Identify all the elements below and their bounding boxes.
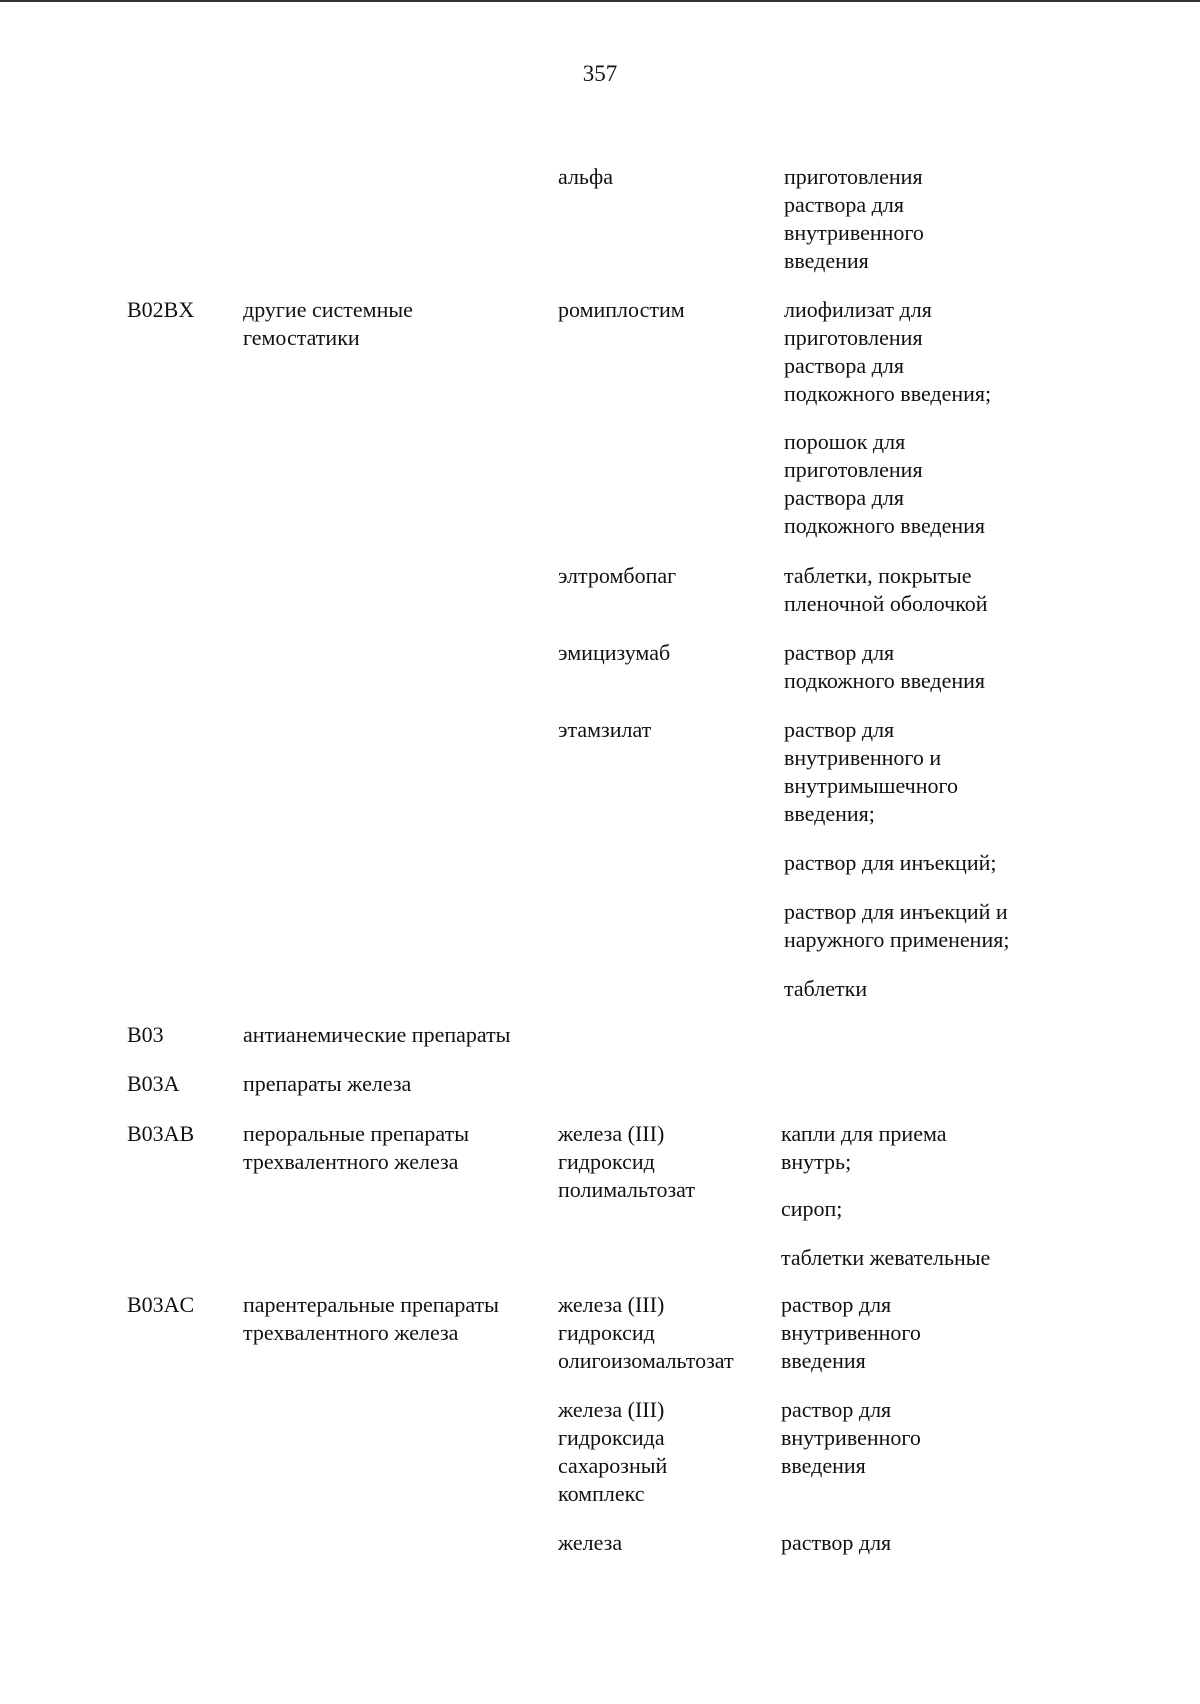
dosage-form: раствор для подкожного введения xyxy=(784,640,986,693)
drug-name: эмицизумаб xyxy=(558,640,671,665)
drug-name: альфа xyxy=(558,164,613,189)
dosage-form: раствор для внутривенного и внутримышечного введения; xyxy=(784,717,958,826)
group-name: пероральные препараты трехвалентного железа xyxy=(243,1121,469,1174)
drug-name: железа (III) гидроксид полимальтозат xyxy=(558,1121,695,1202)
drug-name: железа xyxy=(558,1530,623,1555)
drug-name: этамзилат xyxy=(558,717,652,742)
group-name: другие системные гемостатики xyxy=(243,297,413,350)
group-name: антианемические препараты xyxy=(243,1022,511,1047)
dosage-form: порошок для приготовления раствора для подкожного введения xyxy=(784,429,986,538)
dosage-form: приготовления раствора для внутривенного введения xyxy=(784,164,924,273)
dosage-form: раствор для внутривенного введения xyxy=(781,1292,921,1373)
atc-code: B03 xyxy=(127,1022,164,1047)
page-number: 357 xyxy=(582,61,618,86)
atc-code: B02BX xyxy=(127,297,195,322)
group-name: препараты железа xyxy=(243,1071,412,1096)
dosage-form: таблетки жевательные xyxy=(781,1245,991,1270)
dosage-form: таблетки, покрытые пленочной оболочкой xyxy=(784,563,988,616)
dosage-form: раствор для внутривенного введения xyxy=(781,1397,921,1478)
drug-name: элтромбопаг xyxy=(558,563,677,588)
dosage-form: раствор для инъекций; xyxy=(784,850,997,875)
drug-name: ромиплостим xyxy=(558,297,685,322)
group-name: парентеральные препараты трехвалентного железа xyxy=(243,1292,499,1345)
atc-code: B03A xyxy=(127,1071,180,1096)
drug-name: железа (III) гидроксид олигоизомальтозат xyxy=(558,1292,734,1373)
atc-code: B03AB xyxy=(127,1121,195,1146)
dosage-form: сироп; xyxy=(781,1196,843,1221)
drug-name: железа (III) гидроксида сахарозный комплекс xyxy=(558,1397,668,1506)
dosage-form: таблетки xyxy=(784,976,868,1001)
dosage-form: лиофилизат для приготовления раствора для подкожного введения; xyxy=(784,297,992,406)
dosage-form: капли для приема внутрь; xyxy=(781,1121,947,1174)
dosage-form: раствор для инъекций и наружного применения; xyxy=(784,899,1010,952)
atc-code: B03AC xyxy=(127,1292,195,1317)
dosage-form: раствор для xyxy=(781,1530,892,1555)
